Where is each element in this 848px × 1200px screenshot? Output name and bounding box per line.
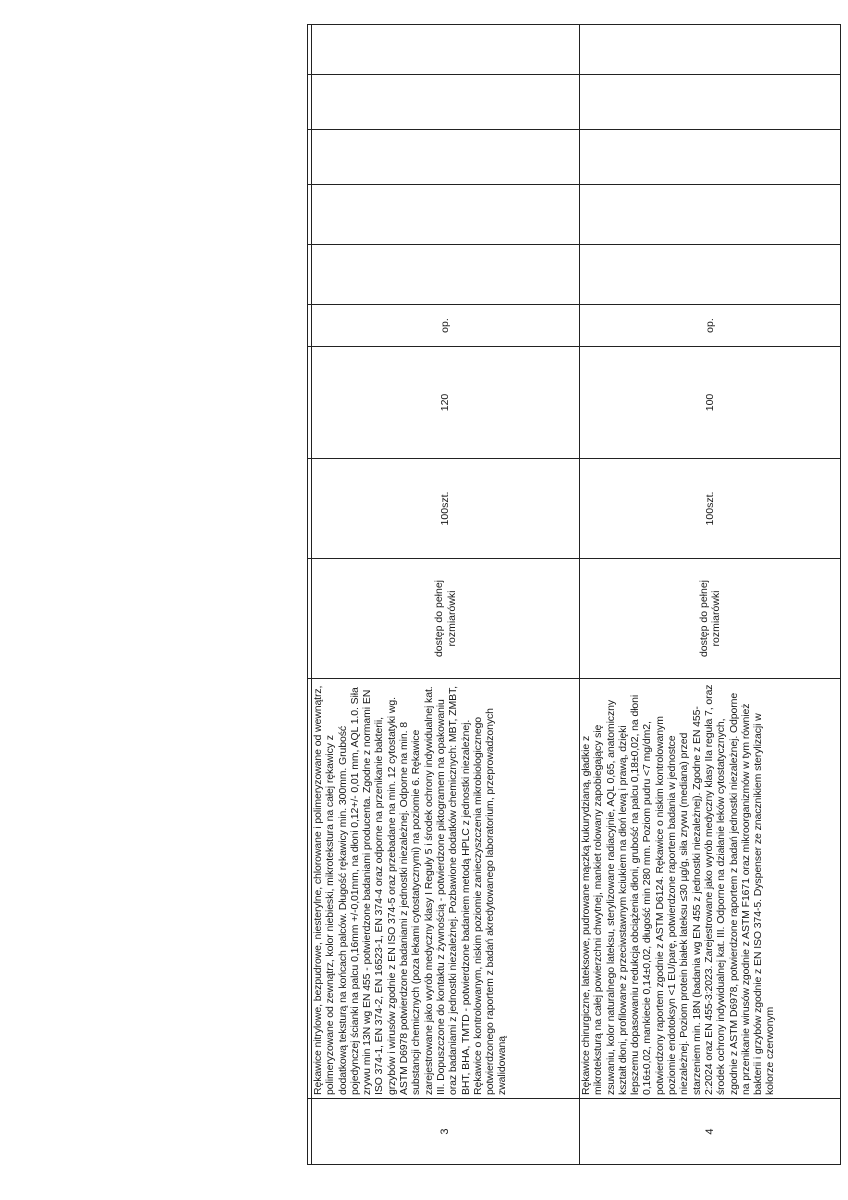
empty-cell bbox=[580, 130, 841, 185]
quantity: 100 bbox=[580, 347, 841, 459]
empty-cell bbox=[312, 130, 580, 185]
empty-cell bbox=[580, 75, 841, 130]
package-size: 100szt. bbox=[312, 459, 580, 559]
quantity: 120 bbox=[312, 347, 580, 459]
package-size: 100szt. bbox=[580, 459, 841, 559]
row-number: 4 bbox=[580, 1099, 841, 1165]
unit: op. bbox=[580, 305, 841, 347]
size-availability: dostęp do pełnej rozmiarówki bbox=[580, 559, 841, 679]
empty-cell bbox=[312, 245, 580, 305]
empty-cell bbox=[312, 75, 580, 130]
empty-cell bbox=[580, 245, 841, 305]
row-number: 3 bbox=[312, 1099, 580, 1165]
specification-table bbox=[307, 24, 841, 1165]
table-row bbox=[312, 25, 580, 1165]
empty-cell bbox=[580, 25, 841, 75]
empty-cell bbox=[312, 25, 580, 75]
empty-cell bbox=[312, 185, 580, 245]
unit: op. bbox=[312, 305, 580, 347]
table-row bbox=[580, 25, 841, 1165]
product-description: Rękawice chirurgiczne, lateksowe, pudrowane mączką kukurydzianą, gładkie z mikroteksturą na całej powierzchni chwytnej, mankiet rolowany zapobiegający się zsuwaniu, kolor naturalnego lateksu, sterylizowane radiacyjnie, AQL 0,65, anatomiczny kształt dłoni, profilowane z przeciwstawnym kciukiem na dłoń lewą i prawą, dzięki lepszemu dopasowaniu redukcja obciążenia dłoni, grubość na palcu 0,18±0,02, na dłoni 0,16±0,02, mankiecie 0,14±0,02, długość min 280 mm. Poziom pudru <7 mg/dm2, potwierdzony raportem zgodnie z ASTM D6124. Rękawice o niskim kontrolowanym poziomie endotoksyn <1 EU/parę, potwierdzone raportem badania w jednostce niezależnej. Poziom protein białek lateksu ≤30 µg/g, siła zrywu (mediana) przed starzeniem min. 18N (badania wg EN 455 z jednostki niezależnej). Zgodne z EN 455-2:2024 oraz EN 455-3:2023. Zarejestrowane jako wyrób medyczny klasy IIa reguła 7, oraz środek ochrony indywidualnej kat. III. Odporne na działanie leków cytostatycznych, zgodnie z ASTM D6978, potwierdzone raportem z badań jednostki niezależnej. Odporne na przenikanie wirusów zgodnie z ASTM F1671 oraz mikroorganizmów w tym również bakterii i grzybów zgodnie z EN ISO 374-5. Dyspenser ze znacznikiem sterylizacji w kolorze czerwonym bbox=[580, 679, 841, 1099]
product-description: Rękawice nitrylowe, bezpudrowe, niesterylne, chlorowane i polimeryzowane od wewnątrz, polimeryzowane od zewnątrz, kolor niebieski, mikrotekstura na całej rękawicy z dodatkową teksturą na końcach palców. Długość rękawicy min. 300mm. Grubość pojedynczej ścianki na palcu 0,16mm +/-0,01mm, na dłoni 0,12+/- 0,01 mm, AQL 1.0. Siła zrywu min 13N wg EN 455 - potwierdzone badaniami producenta. Zgodne z normami EN ISO 374-1, EN 374-2, EN 16523-1, EN 374-4 oraz odporne na przenikanie bakterii, grzybów i wirusów zgodnie z EN ISO 374-5 oraz przebadane na min. 12 cytostatyki wg. ASTM D6978 potwierdzone badaniami z jednostki niezależnej. Odporne na min. 8 substancji chemicznych (poza lekami cytostatycznymi) na poziomie 6. Rękawice zarejestrowane jako wyrób medyczny klasy I Reguły 5 i środek ochrony indywidualnej kat. III. Dopuszczone do kontaktu z żywnością - potwierdzone piktogramem na opakowaniu oraz badaniami z jednostki niezależnej. Pozbawione dodatków chemicznych: MBT, ZMBT, BHT, BHA, TMTD - potwierdzone badaniem metodą HPLC z jednostki niezależnej. Rękawice o kontrolowanym, niskim poziomie zanieczyszczenia mikrobiologicznego potwierdzonego raportem z badań akredytowanego laboratorium, przeprowadzonych zwalidowaną bbox=[312, 679, 580, 1099]
size-availability: dostęp do pełnej rozmiarówki bbox=[312, 559, 580, 679]
empty-cell bbox=[580, 185, 841, 245]
rotated-table-wrapper bbox=[307, 25, 840, 1165]
